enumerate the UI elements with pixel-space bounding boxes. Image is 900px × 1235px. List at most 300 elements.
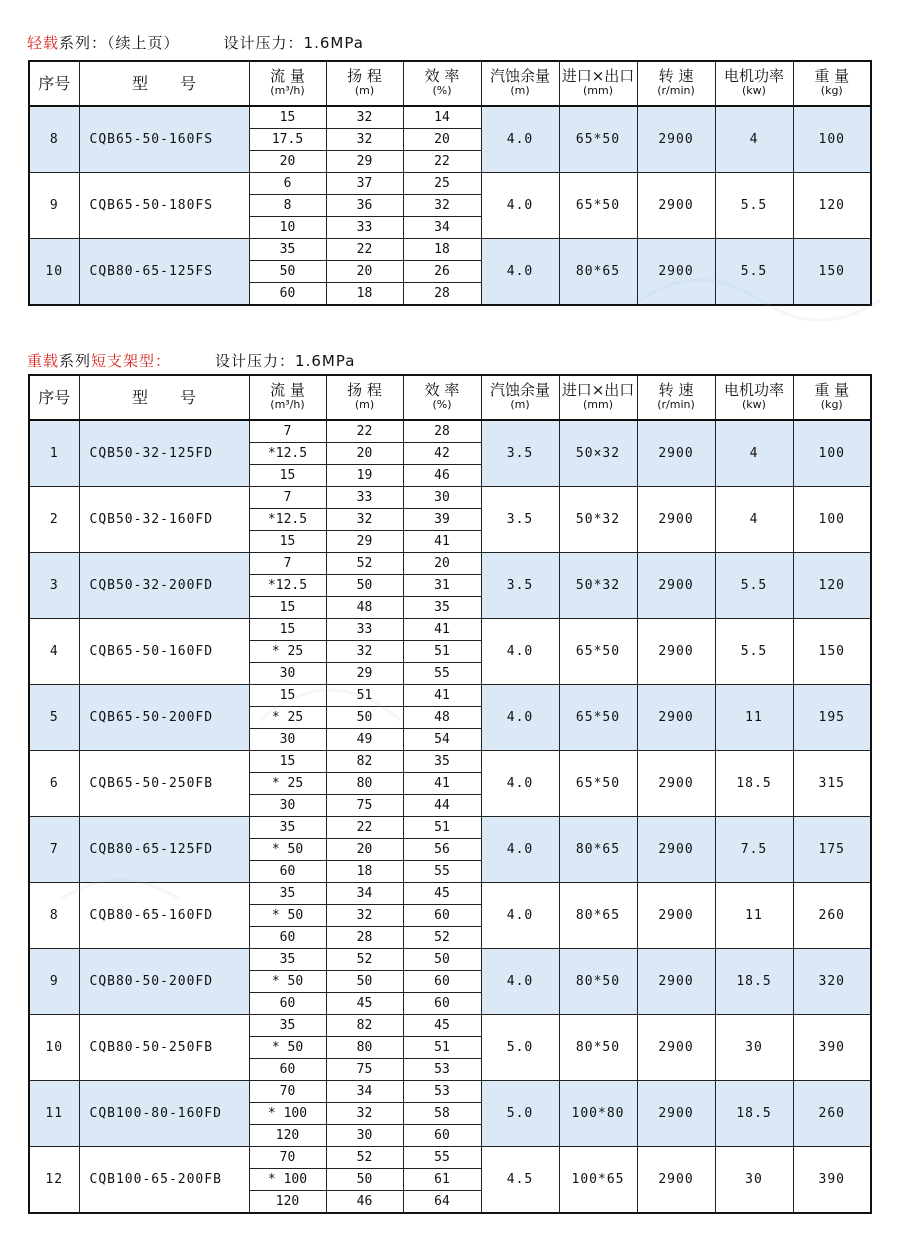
head-cell: 19: [326, 465, 403, 487]
head-cell: 29: [326, 531, 403, 553]
weight-cell: 175: [793, 817, 871, 883]
weight-cell: 390: [793, 1147, 871, 1214]
head-cell: 29: [326, 151, 403, 173]
flow-cell: 35: [249, 239, 326, 261]
flow-cell: 8: [249, 195, 326, 217]
efficiency-cell: 41: [403, 685, 481, 707]
flow-cell: 15: [249, 685, 326, 707]
efficiency-cell: 60: [403, 971, 481, 993]
efficiency-cell: 20: [403, 129, 481, 151]
speed-cell: 2900: [637, 751, 715, 817]
inlet-outlet-header-label: 进口×出口: [561, 381, 635, 399]
weight-cell: 195: [793, 685, 871, 751]
inlet-outlet-cell: 80*50: [559, 1015, 637, 1081]
power-cell: 30: [715, 1015, 793, 1081]
power-cell: 4: [715, 420, 793, 487]
power-header: [715, 61, 793, 106]
npsh-cell: 3.5: [481, 553, 559, 619]
head-cell: 48: [326, 597, 403, 619]
efficiency-cell: 60: [403, 905, 481, 927]
speed-cell: 2900: [637, 106, 715, 173]
speed-cell: 2900: [637, 883, 715, 949]
index-header: [29, 61, 79, 106]
efficiency-cell: 35: [403, 597, 481, 619]
efficiency-cell: 14: [403, 106, 481, 129]
npsh-cell: 4.0: [481, 751, 559, 817]
speed-cell: 2900: [637, 487, 715, 553]
flow-cell: 10: [249, 217, 326, 239]
table-header: [29, 375, 871, 420]
npsh-cell: 4.5: [481, 1147, 559, 1214]
inlet-outlet-cell: 100*65: [559, 1147, 637, 1214]
model-cell: CQB50-32-160FD: [79, 487, 249, 553]
efficiency-header-unit: (%): [432, 398, 452, 411]
inlet-outlet-cell: 65*50: [559, 685, 637, 751]
efficiency-cell: 32: [403, 195, 481, 217]
head-cell: 29: [326, 663, 403, 685]
flow-cell: 60: [249, 861, 326, 883]
power-cell: 11: [715, 883, 793, 949]
efficiency-cell: 30: [403, 487, 481, 509]
table-row: [29, 1081, 871, 1103]
npsh-cell: 5.0: [481, 1015, 559, 1081]
row-index: 4: [29, 619, 79, 685]
head-cell: 20: [326, 443, 403, 465]
table-row: [29, 420, 871, 443]
section1-title-red: 轻载: [27, 34, 60, 52]
head-header: [326, 61, 403, 106]
table-row: [29, 487, 871, 509]
model-cell: CQB80-65-125FS: [79, 239, 249, 306]
flow-cell: * 50: [249, 905, 326, 927]
efficiency-cell: 58: [403, 1103, 481, 1125]
efficiency-cell: 39: [403, 509, 481, 531]
power-cell: 5.5: [715, 553, 793, 619]
power-header-unit: (kw): [742, 84, 766, 97]
head-cell: 30: [326, 1125, 403, 1147]
head-header-unit: (m): [354, 398, 375, 411]
npsh-cell: 4.0: [481, 883, 559, 949]
efficiency-cell: 54: [403, 729, 481, 751]
flow-cell: 35: [249, 949, 326, 971]
speed-cell: 2900: [637, 553, 715, 619]
npsh-cell: 4.0: [481, 949, 559, 1015]
table-row: [29, 619, 871, 641]
efficiency-cell: 41: [403, 531, 481, 553]
head-header: [326, 375, 403, 420]
model-cell: CQB65-50-160FD: [79, 619, 249, 685]
efficiency-cell: 51: [403, 641, 481, 663]
weight-cell: 260: [793, 883, 871, 949]
power-cell: 7.5: [715, 817, 793, 883]
npsh-cell: 5.0: [481, 1081, 559, 1147]
head-cell: 33: [326, 619, 403, 641]
table-header: [29, 61, 871, 106]
head-cell: 32: [326, 1103, 403, 1125]
head-cell: 32: [326, 641, 403, 663]
row-index: 9: [29, 949, 79, 1015]
spec-table-light: [28, 60, 872, 306]
row-index: 3: [29, 553, 79, 619]
weight-cell: 100: [793, 420, 871, 487]
efficiency-cell: 26: [403, 261, 481, 283]
table-row: [29, 685, 871, 707]
inlet-outlet-header-unit: (mm): [582, 84, 613, 97]
efficiency-cell: 55: [403, 663, 481, 685]
efficiency-cell: 31: [403, 575, 481, 597]
section2-title-red-type: 短支架型：: [91, 352, 172, 370]
weight-cell: 390: [793, 1015, 871, 1081]
inlet-outlet-cell: 65*50: [559, 751, 637, 817]
row-index: 2: [29, 487, 79, 553]
npsh-header-unit: (m): [510, 398, 530, 411]
flow-cell: 70: [249, 1147, 326, 1169]
row-index: 10: [29, 239, 79, 306]
table-row: [29, 106, 871, 129]
section1-pressure: 设计压力：1.6MPa: [223, 34, 364, 52]
weight-cell: 320: [793, 949, 871, 1015]
speed-header-unit: (r/min): [657, 84, 695, 97]
table-row: [29, 239, 871, 261]
efficiency-cell: 22: [403, 151, 481, 173]
power-cell: 5.5: [715, 619, 793, 685]
flow-cell: 70: [249, 1081, 326, 1103]
section2-pressure: 设计压力：1.6MPa: [215, 352, 356, 370]
head-cell: 50: [326, 575, 403, 597]
table-body: [29, 420, 871, 1213]
weight-cell: 120: [793, 173, 871, 239]
npsh-cell: 4.0: [481, 173, 559, 239]
flow-cell: 7: [249, 553, 326, 575]
weight-cell: 150: [793, 239, 871, 306]
model-header: [79, 61, 249, 106]
flow-cell: * 100: [249, 1103, 326, 1125]
inlet-outlet-cell: 50×32: [559, 420, 637, 487]
flow-cell: 60: [249, 283, 326, 306]
power-cell: 11: [715, 685, 793, 751]
npsh-cell: 4.0: [481, 817, 559, 883]
flow-cell: 15: [249, 619, 326, 641]
npsh-cell: 4.0: [481, 106, 559, 173]
speed-cell: 2900: [637, 1147, 715, 1214]
flow-header-unit: (m³/h): [270, 398, 305, 411]
power-header-label: 电机功率: [723, 381, 784, 399]
head-cell: 32: [326, 106, 403, 129]
table-row: [29, 173, 871, 195]
head-cell: 20: [326, 261, 403, 283]
power-cell: 18.5: [715, 751, 793, 817]
section2-title-red: 重载: [27, 352, 60, 370]
head-cell: 18: [326, 861, 403, 883]
efficiency-cell: 51: [403, 817, 481, 839]
efficiency-cell: 55: [403, 861, 481, 883]
inlet-outlet-header-unit: (mm): [582, 398, 613, 411]
index-header-label: 序号: [38, 74, 71, 93]
efficiency-cell: 44: [403, 795, 481, 817]
row-index: 6: [29, 751, 79, 817]
head-cell: 18: [326, 283, 403, 306]
model-cell: CQB65-50-250FB: [79, 751, 249, 817]
flow-cell: 35: [249, 1015, 326, 1037]
model-cell: CQB65-50-160FS: [79, 106, 249, 173]
efficiency-cell: 48: [403, 707, 481, 729]
model-cell: CQB50-32-200FD: [79, 553, 249, 619]
flow-cell: 17.5: [249, 129, 326, 151]
section1-title-rest: 系列：（续上页）: [59, 34, 180, 52]
flow-cell: 60: [249, 1059, 326, 1081]
weight-cell: 100: [793, 106, 871, 173]
efficiency-cell: 41: [403, 619, 481, 641]
head-cell: 32: [326, 129, 403, 151]
efficiency-cell: 55: [403, 1147, 481, 1169]
flow-cell: 20: [249, 151, 326, 173]
model-cell: CQB80-65-160FD: [79, 883, 249, 949]
efficiency-cell: 51: [403, 1037, 481, 1059]
speed-cell: 2900: [637, 817, 715, 883]
head-cell: 32: [326, 509, 403, 531]
efficiency-cell: 56: [403, 839, 481, 861]
flow-cell: 7: [249, 487, 326, 509]
section2-title: [27, 350, 355, 371]
power-cell: 5.5: [715, 173, 793, 239]
model-cell: CQB80-65-125FD: [79, 817, 249, 883]
npsh-cell: 4.0: [481, 619, 559, 685]
efficiency-cell: 53: [403, 1059, 481, 1081]
efficiency-cell: 20: [403, 553, 481, 575]
inlet-outlet-cell: 65*50: [559, 173, 637, 239]
efficiency-cell: 52: [403, 927, 481, 949]
section2-title-mid: 系列: [59, 352, 92, 370]
inlet-outlet-cell: 65*50: [559, 619, 637, 685]
flow-header: [249, 375, 326, 420]
power-cell: 18.5: [715, 949, 793, 1015]
flow-cell: 50: [249, 261, 326, 283]
speed-cell: 2900: [637, 949, 715, 1015]
head-cell: 28: [326, 927, 403, 949]
efficiency-cell: 46: [403, 465, 481, 487]
inlet-outlet-cell: 80*65: [559, 883, 637, 949]
table-row: [29, 751, 871, 773]
speed-header-unit: (r/min): [657, 398, 695, 411]
inlet-outlet-cell: 80*65: [559, 239, 637, 306]
power-header: [715, 375, 793, 420]
head-cell: 50: [326, 1169, 403, 1191]
row-index: 5: [29, 685, 79, 751]
npsh-header-unit: (m): [510, 84, 530, 97]
efficiency-cell: 42: [403, 443, 481, 465]
flow-header-label: 流 量: [270, 67, 305, 85]
efficiency-cell: 18: [403, 239, 481, 261]
flow-header: [249, 61, 326, 106]
flow-cell: * 25: [249, 707, 326, 729]
efficiency-header: [403, 375, 481, 420]
efficiency-header-label: 效 率: [424, 67, 460, 85]
model-header-label: 型 号: [131, 388, 196, 407]
model-header: [79, 375, 249, 420]
flow-cell: 120: [249, 1191, 326, 1214]
weight-header: [793, 61, 871, 106]
head-cell: 52: [326, 553, 403, 575]
row-index: 10: [29, 1015, 79, 1081]
table-row: [29, 949, 871, 971]
head-cell: 49: [326, 729, 403, 751]
head-cell: 82: [326, 1015, 403, 1037]
flow-cell: 30: [249, 729, 326, 751]
flow-cell: * 50: [249, 971, 326, 993]
speed-cell: 2900: [637, 619, 715, 685]
power-header-label: 电机功率: [723, 67, 784, 85]
speed-header-label: 转 速: [658, 67, 694, 85]
table-body: [29, 106, 871, 305]
head-cell: 80: [326, 773, 403, 795]
power-cell: 18.5: [715, 1081, 793, 1147]
weight-cell: 260: [793, 1081, 871, 1147]
efficiency-cell: 28: [403, 420, 481, 443]
efficiency-cell: 53: [403, 1081, 481, 1103]
row-index: 12: [29, 1147, 79, 1214]
speed-cell: 2900: [637, 1081, 715, 1147]
inlet-outlet-cell: 80*50: [559, 949, 637, 1015]
index-header: [29, 375, 79, 420]
efficiency-cell: 60: [403, 1125, 481, 1147]
power-cell: 4: [715, 106, 793, 173]
table-row: [29, 817, 871, 839]
weight-cell: 315: [793, 751, 871, 817]
head-cell: 22: [326, 817, 403, 839]
npsh-header: [481, 375, 559, 420]
efficiency-cell: 60: [403, 993, 481, 1015]
npsh-cell: 3.5: [481, 487, 559, 553]
model-cell: CQB80-50-200FD: [79, 949, 249, 1015]
row-index: 11: [29, 1081, 79, 1147]
head-cell: 33: [326, 217, 403, 239]
speed-cell: 2900: [637, 685, 715, 751]
efficiency-cell: 45: [403, 1015, 481, 1037]
efficiency-cell: 35: [403, 751, 481, 773]
flow-cell: 60: [249, 927, 326, 949]
flow-cell: * 100: [249, 1169, 326, 1191]
row-index: 8: [29, 883, 79, 949]
head-header-label: 扬 程: [347, 381, 382, 399]
row-index: 8: [29, 106, 79, 173]
head-cell: 34: [326, 883, 403, 905]
head-cell: 52: [326, 949, 403, 971]
weight-cell: 100: [793, 487, 871, 553]
flow-header-unit: (m³/h): [270, 84, 305, 97]
power-cell: 5.5: [715, 239, 793, 306]
inlet-outlet-cell: 80*65: [559, 817, 637, 883]
inlet-outlet-header: [559, 61, 637, 106]
head-cell: 50: [326, 971, 403, 993]
head-cell: 22: [326, 420, 403, 443]
flow-cell: 15: [249, 597, 326, 619]
head-cell: 75: [326, 795, 403, 817]
head-header-unit: (m): [354, 84, 375, 97]
inlet-outlet-header: [559, 375, 637, 420]
speed-header: [637, 375, 715, 420]
flow-cell: 7: [249, 420, 326, 443]
weight-header-label: 重 量: [814, 381, 850, 399]
power-cell: 4: [715, 487, 793, 553]
table-row: [29, 1015, 871, 1037]
weight-header-label: 重 量: [814, 67, 850, 85]
flow-cell: 30: [249, 795, 326, 817]
head-cell: 34: [326, 1081, 403, 1103]
efficiency-cell: 28: [403, 283, 481, 306]
row-index: 7: [29, 817, 79, 883]
inlet-outlet-cell: 65*50: [559, 106, 637, 173]
efficiency-cell: 45: [403, 883, 481, 905]
inlet-outlet-cell: 50*32: [559, 487, 637, 553]
efficiency-header-label: 效 率: [424, 381, 460, 399]
head-cell: 22: [326, 239, 403, 261]
head-cell: 51: [326, 685, 403, 707]
head-cell: 82: [326, 751, 403, 773]
flow-cell: 30: [249, 663, 326, 685]
flow-header-label: 流 量: [270, 381, 305, 399]
weight-cell: 120: [793, 553, 871, 619]
efficiency-cell: 64: [403, 1191, 481, 1214]
head-cell: 50: [326, 707, 403, 729]
row-index: 9: [29, 173, 79, 239]
inlet-outlet-cell: 50*32: [559, 553, 637, 619]
speed-header-label: 转 速: [658, 381, 694, 399]
weight-header-unit: (kg): [820, 84, 843, 97]
model-cell: CQB65-50-180FS: [79, 173, 249, 239]
model-cell: CQB65-50-200FD: [79, 685, 249, 751]
row-index: 1: [29, 420, 79, 487]
section1-title: [27, 32, 364, 53]
efficiency-header-unit: (%): [432, 84, 452, 97]
efficiency-cell: 41: [403, 773, 481, 795]
npsh-cell: 4.0: [481, 685, 559, 751]
table-row: [29, 883, 871, 905]
flow-cell: 15: [249, 465, 326, 487]
speed-cell: 2900: [637, 1015, 715, 1081]
head-cell: 37: [326, 173, 403, 195]
inlet-outlet-header-label: 进口×出口: [561, 67, 635, 85]
flow-cell: *12.5: [249, 575, 326, 597]
flow-cell: 35: [249, 883, 326, 905]
model-header-label: 型 号: [131, 74, 196, 93]
model-cell: CQB100-65-200FB: [79, 1147, 249, 1214]
flow-cell: * 50: [249, 839, 326, 861]
flow-cell: 6: [249, 173, 326, 195]
head-cell: 32: [326, 905, 403, 927]
model-cell: CQB100-80-160FD: [79, 1081, 249, 1147]
flow-cell: *12.5: [249, 443, 326, 465]
efficiency-cell: 25: [403, 173, 481, 195]
flow-cell: 15: [249, 106, 326, 129]
flow-cell: 60: [249, 993, 326, 1015]
flow-cell: 120: [249, 1125, 326, 1147]
flow-cell: 15: [249, 751, 326, 773]
npsh-header-label: 汽蚀余量: [489, 381, 550, 399]
inlet-outlet-cell: 100*80: [559, 1081, 637, 1147]
index-header-label: 序号: [38, 388, 71, 407]
power-cell: 30: [715, 1147, 793, 1214]
flow-cell: * 50: [249, 1037, 326, 1059]
efficiency-cell: 61: [403, 1169, 481, 1191]
npsh-cell: 3.5: [481, 420, 559, 487]
power-header-unit: (kw): [742, 398, 766, 411]
efficiency-cell: 34: [403, 217, 481, 239]
head-cell: 80: [326, 1037, 403, 1059]
head-cell: 45: [326, 993, 403, 1015]
head-cell: 33: [326, 487, 403, 509]
npsh-header: [481, 61, 559, 106]
table-row: [29, 1147, 871, 1169]
